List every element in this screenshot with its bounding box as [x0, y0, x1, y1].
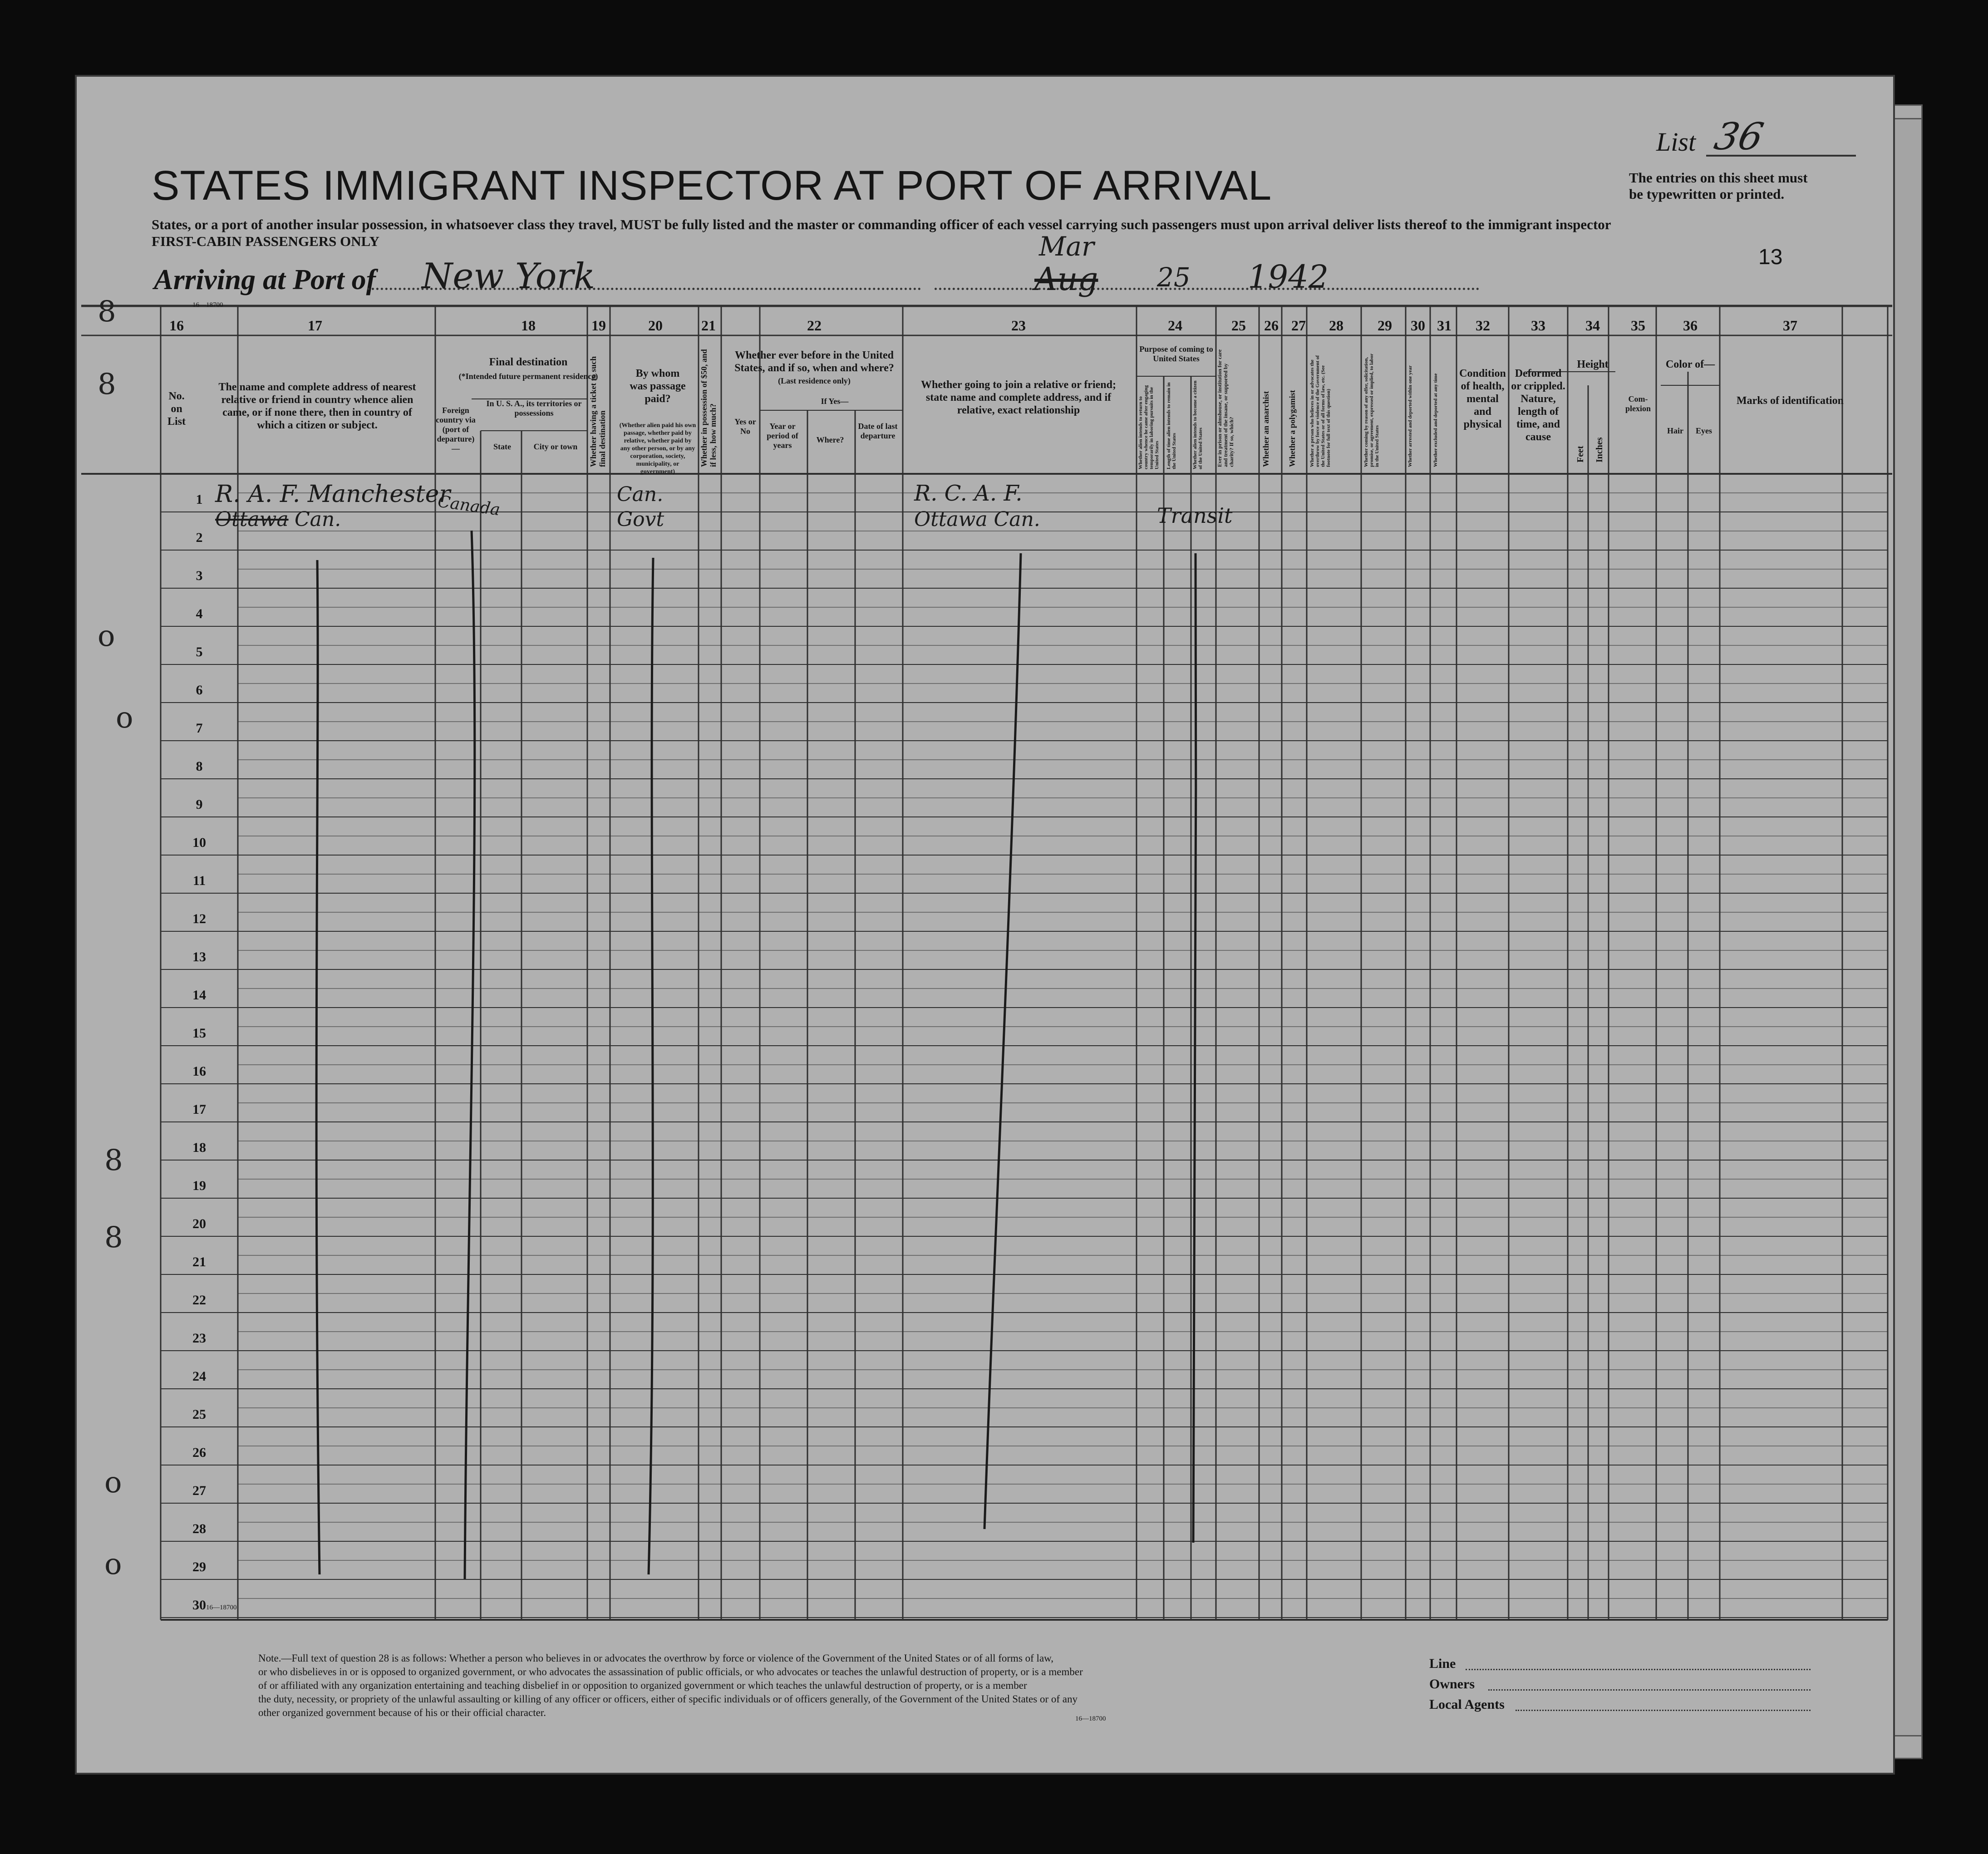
row-number: 17 [192, 1102, 206, 1117]
binding-hole-mark: o [116, 701, 133, 735]
row-number: 15 [192, 1026, 206, 1041]
form-grid [77, 77, 1895, 1775]
col-no-22: 22 [807, 317, 822, 334]
row-number: 30 [192, 1598, 206, 1613]
col-23-header: Whether going to join a relative or friend; state name and complete address, and if relative, exact relationship [921, 379, 1116, 416]
col-no-23: 23 [1011, 317, 1026, 334]
binding-hole-mark: 8 [98, 368, 116, 401]
form-number-top: 16—18700 [192, 301, 223, 309]
sheet-number: 13 [1758, 245, 1783, 269]
entry-col17-line2b: Can. [295, 508, 341, 531]
owners-label: Owners [1429, 1677, 1475, 1692]
col-19-header: Whether having a ticket to such final destination [589, 356, 607, 467]
row-number: 20 [192, 1216, 206, 1231]
port-value: New York [422, 256, 595, 297]
col-18-usa-header: In U. S. A., its territories or possessions [486, 399, 582, 418]
line-label: Line [1429, 1656, 1456, 1671]
col-22-year: Year or period of years [767, 422, 798, 450]
col-no-21: 21 [701, 317, 716, 334]
col-36-header: Color of— [1665, 359, 1715, 370]
entry-col23-line1: R. C. A. F. [914, 481, 1023, 506]
row-number: 11 [192, 873, 206, 888]
col-36-hair: Hair [1667, 426, 1683, 435]
row-number: 12 [192, 911, 206, 926]
col-27-header: Whether a polygamist [1288, 390, 1297, 467]
col-no-37: 37 [1783, 317, 1797, 334]
binding-hole-mark: o [104, 1548, 122, 1581]
binding-hole-mark: 8 [98, 295, 116, 329]
local-agents-field [1516, 1710, 1811, 1711]
col-22-where: Where? [816, 435, 844, 444]
col-no-36: 36 [1683, 317, 1698, 334]
col-25-header: Ever in prison or almshouse, or institution for care and treatment of the insane, or supported by charity? If so, which? [1216, 349, 1235, 467]
row-number: 22 [192, 1293, 206, 1308]
col-no-24: 24 [1168, 317, 1182, 334]
entry-col20-line1: Can. [617, 483, 664, 506]
entry-col24: Transit [1157, 503, 1233, 528]
col-16-header: No. on List [167, 390, 186, 428]
row-number: 27 [192, 1483, 206, 1498]
row-number: 3 [196, 568, 203, 583]
col-22-date: Date of last departure [858, 422, 898, 440]
col-no-32: 32 [1476, 317, 1490, 334]
month-original: Aug [1034, 261, 1098, 298]
col-no-27: 27 [1291, 317, 1306, 334]
line-field [1466, 1669, 1811, 1670]
year-value: 1942 [1248, 258, 1329, 295]
col-18-foreign-header: Foreign country via (port of departure)— [436, 406, 476, 453]
col-24-v3: Whether alien intends to become a citizen of the United States [1192, 380, 1203, 469]
row-number: 8 [196, 759, 203, 774]
entry-col17-line1: R. A. F. Manchester [215, 481, 451, 508]
col-no-20: 20 [648, 317, 663, 334]
col-36-eyes: Eyes [1696, 426, 1712, 435]
typewritten-instruction: The entries on this sheet must be typewritten or printed. [1629, 170, 1808, 202]
list-label: List [1656, 127, 1696, 157]
col-24-header: Purpose of coming to United States [1139, 344, 1213, 363]
col-no-33: 33 [1531, 317, 1545, 334]
row-number: 16 [192, 1064, 206, 1079]
col-24-v2: Length of time alien intends to remain in the United States [1166, 382, 1177, 469]
form-number-table: 16—18700 [206, 1604, 237, 1611]
binding-hole-mark: 8 [104, 1221, 123, 1254]
binding-hole-mark: o [104, 1466, 122, 1500]
col-28-header: Whether a person who believes in or advocates the overthrow by force or violence of the Government of the United States or of all forms of law, etc. (See footnote for full text of this question) [1309, 355, 1331, 467]
col-22-subheader: (Last residence only) [778, 376, 851, 385]
col-18-subheader: (*Intended future permanent residence) [458, 372, 598, 381]
col-29-header: Whether coming by reason of any offer, solicitation, promise, or agreement, expressed or implied, to labor in the United States [1363, 354, 1380, 467]
row-number: 28 [192, 1521, 206, 1536]
row-number: 7 [196, 721, 203, 736]
col-21-header: Whether in possession of $50, and if less, how much? [699, 349, 718, 467]
row-number: 24 [192, 1369, 206, 1384]
col-33-header: Deformed or crippled. Nature, length of time, and cause [1511, 368, 1565, 443]
col-no-29: 29 [1378, 317, 1392, 334]
row-number: 18 [192, 1140, 206, 1155]
entry-col18: Canada [436, 492, 502, 520]
col-32-header: Condition of health, mental and physical [1459, 368, 1506, 430]
col-20-header: By whom was passage paid? [630, 368, 686, 405]
col-no-25: 25 [1231, 317, 1246, 334]
col-31-header: Whether excluded and deported at any time [1433, 373, 1438, 467]
col-34-feet: Feet [1575, 446, 1585, 462]
entry-col23-line2: Ottawa Can. [914, 508, 1040, 531]
row-number: 1 [196, 492, 203, 507]
form-number-footer: 16—18700 [1075, 1715, 1106, 1722]
col-18-header: Final destination [489, 356, 568, 368]
day-value: 25 [1157, 262, 1191, 293]
col-34-header: Height [1577, 359, 1609, 370]
row-number: 19 [192, 1178, 206, 1193]
list-number: 36 [1710, 115, 1767, 158]
cabin-class-note: FIRST-CABIN PASSENGERS ONLY [152, 233, 379, 249]
col-26-header: Whether an anarchist [1261, 391, 1270, 467]
row-number: 14 [192, 988, 206, 1003]
col-no-34: 34 [1585, 317, 1600, 334]
col-20-subheader: (Whether alien paid his own passage, whether paid by relative, whether paid by any other person, or by any corporation, society, municipality, or government) [619, 422, 696, 475]
col-no-30: 30 [1411, 317, 1425, 334]
entry-col20-line2: Govt [617, 508, 664, 531]
page-title: STATES IMMIGRANT INSPECTOR AT PORT OF ARRIVAL [152, 162, 1272, 209]
month-corrected: Mar [1039, 231, 1094, 262]
subtitle: States, or a port of another insular possession, in whatsoever class they travel, MUST be fully listed and the master or commanding officer of each vessel carrying such passengers must upon arrival deliver lists thereof to the immigrant inspector [152, 216, 1611, 232]
row-number: 9 [196, 797, 203, 812]
entry-col17-line2a: Ottawa [215, 508, 289, 531]
arriving-label: Arriving at Port of [154, 263, 376, 295]
row-number: 6 [196, 683, 203, 698]
col-no-26: 26 [1264, 317, 1279, 334]
binding-hole-mark: 8 [104, 1144, 123, 1177]
col-no-35: 35 [1631, 317, 1645, 334]
col-34-inches: Inches [1594, 437, 1604, 462]
col-35-header: Com-plexion [1625, 394, 1651, 413]
binding-hole-mark: o [98, 620, 115, 653]
row-number: 10 [192, 835, 206, 850]
col-no-28: 28 [1329, 317, 1343, 334]
row-number: 4 [196, 606, 203, 621]
row-number: 5 [196, 644, 203, 659]
col-18-state-header: State [493, 442, 511, 451]
row-number: 26 [192, 1445, 206, 1460]
col-18-city-header: City or town [533, 442, 578, 451]
col-no-31: 31 [1437, 317, 1452, 334]
col-no-19: 19 [591, 317, 606, 334]
local-agents-label: Local Agents [1429, 1697, 1505, 1712]
row-number: 23 [192, 1331, 206, 1346]
col-17-header: The name and complete address of nearest relative or friend in country whence alien came, or if none there, then in country of which a citizen or subject. [218, 381, 416, 431]
row-number: 25 [192, 1407, 206, 1422]
col-22-ifyes: If Yes— [821, 397, 849, 406]
row-number: 13 [192, 949, 206, 964]
owners-field [1488, 1689, 1811, 1691]
col-no-16: 16 [169, 317, 184, 334]
footnote-question-28: Note.—Full text of question 28 is as follows: Whether a person who believes in or advocates the overthrow by force or violence of the Government of the United States or of all forms of law, or who disbelieves in or is opposed to organized government, or who advocates the assassination of public officials, or who advocates or teaches the unlawful destruction of property, or is a member of or affiliated with any organization entertaining and teaching disbelief in or opposition to organized government or which teaches the unlawful destruction of property, or is a member the duty, necessity, or propriety of the unlawful assaulting or killing of any officer or officers, either of specific individuals or of officers generally, of the Government of the United States or of any other organized government because of his or their official character. [258, 1652, 1083, 1718]
row-number: 29 [192, 1559, 206, 1574]
row-number: 21 [192, 1254, 206, 1269]
col-30-header: Whether arrested and deported within one year [1407, 365, 1413, 467]
col-37-header: Marks of identification [1737, 395, 1844, 407]
col-no-17: 17 [308, 317, 322, 334]
col-24-v1: Whether alien intends to return to country whence he came after engaging temporarily in laboring pursuits in the United States [1138, 385, 1160, 469]
col-22-yesno: Yes or No [734, 417, 756, 436]
row-number: 2 [196, 530, 203, 545]
col-22-header: Whether ever before in the United States, and if so, when and where? [734, 349, 894, 374]
manifest-sheet [75, 75, 1895, 1775]
col-no-18: 18 [521, 317, 536, 334]
